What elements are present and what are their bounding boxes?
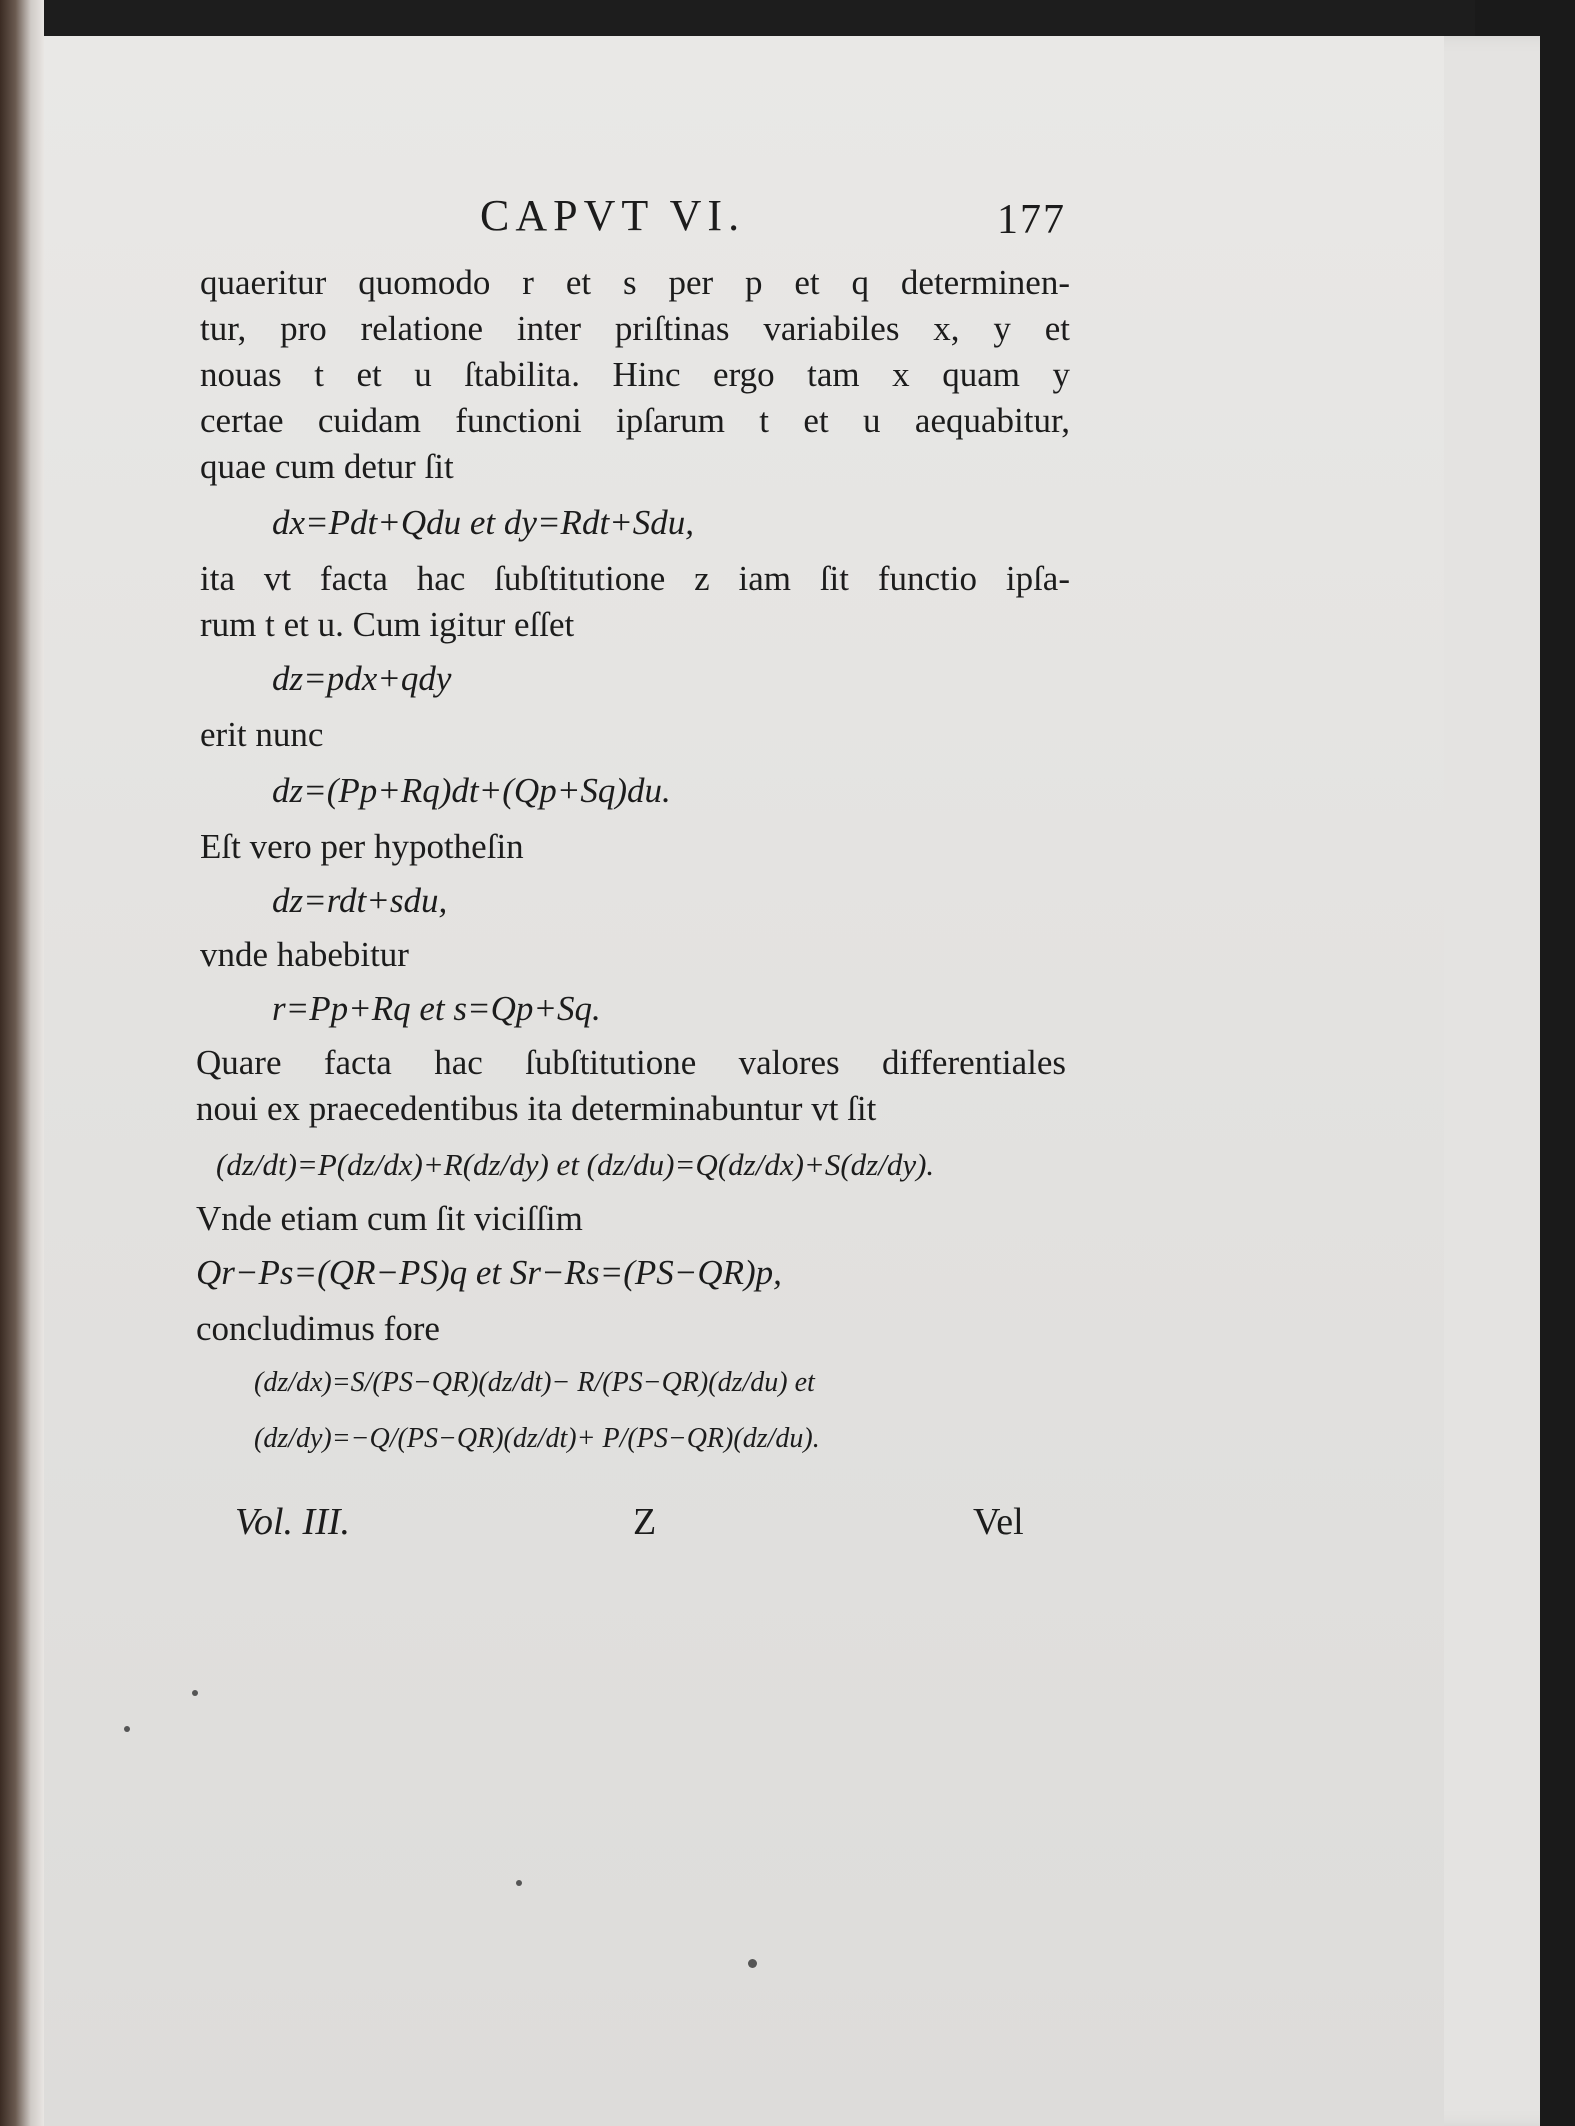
text-line: Eſt vero per hypotheſin — [200, 827, 524, 866]
text-line: Vnde etiam cum ſit viciſſim — [196, 1199, 583, 1238]
page-header — [0, 180, 1575, 250]
book-spine-edge — [0, 0, 44, 2126]
equation: dx=Pdt+Qdu et dy=Rdt+Sdu, — [272, 503, 695, 542]
running-title: CAPVT VI. — [480, 191, 746, 240]
text-line: erit nunc — [200, 715, 324, 754]
text-line: concludimus fore — [196, 1309, 440, 1348]
page-footer — [0, 1500, 1575, 1560]
text-line: certae cuidam functioni ipſarum t et u aequabitur, — [200, 401, 1070, 440]
equation: dz=pdx+qdy — [272, 659, 452, 698]
page-number: 177 — [997, 197, 1066, 243]
equation: (dz/dt)=P(dz/dx)+R(dz/dy) et (dz/du)=Q(dz/dx)+S(dz/dy). — [216, 1147, 935, 1182]
text-line: noui ex praecedentibus ita determinabuntur vt ſit — [196, 1089, 877, 1128]
equation: dz=(Pp+Rq)dt+(Qp+Sq)du. — [272, 771, 671, 810]
equation: r=Pp+Rq et s=Qp+Sq. — [272, 989, 601, 1028]
volume-mark: Vol. III. — [235, 1501, 351, 1543]
text-line: Quare facta hac ſubſtitutione valores differentiales — [196, 1043, 1066, 1082]
text-line: tur, pro relatione inter priſtinas variabiles x, y et — [200, 309, 1070, 348]
text-line: nouas t et u ſtabilita. Hinc ergo tam x quam y — [200, 355, 1070, 394]
text-line: vnde habebitur — [200, 935, 409, 974]
text-line: rum t et u. Cum igitur eſſet — [200, 605, 575, 644]
equation: (dz/dy)=−Q/(PS−QR)(dz/dt)+ P/(PS−QR)(dz/du). — [254, 1423, 820, 1454]
catchword: Vel — [973, 1501, 1024, 1543]
equation: Qr−Ps=(QR−PS)q et Sr−Rs=(PS−QR)p, — [196, 1253, 782, 1292]
equation: (dz/dx)=S/(PS−QR)(dz/dt)− R/(PS−QR)(dz/du) et — [254, 1367, 815, 1398]
text-line: quaeritur quomodo r et s per p et q determinen- — [200, 263, 1070, 302]
speck — [516, 1880, 522, 1886]
speck — [748, 1959, 757, 1968]
signature-mark: Z — [633, 1501, 657, 1543]
text-line: ita vt facta hac ſubſtitutione z iam ſit functio ipſa- — [200, 559, 1070, 598]
equation: dz=rdt+sdu, — [272, 881, 448, 920]
speck — [192, 1690, 198, 1696]
speck — [124, 1726, 130, 1732]
text-line: quae cum detur ſit — [200, 447, 454, 486]
